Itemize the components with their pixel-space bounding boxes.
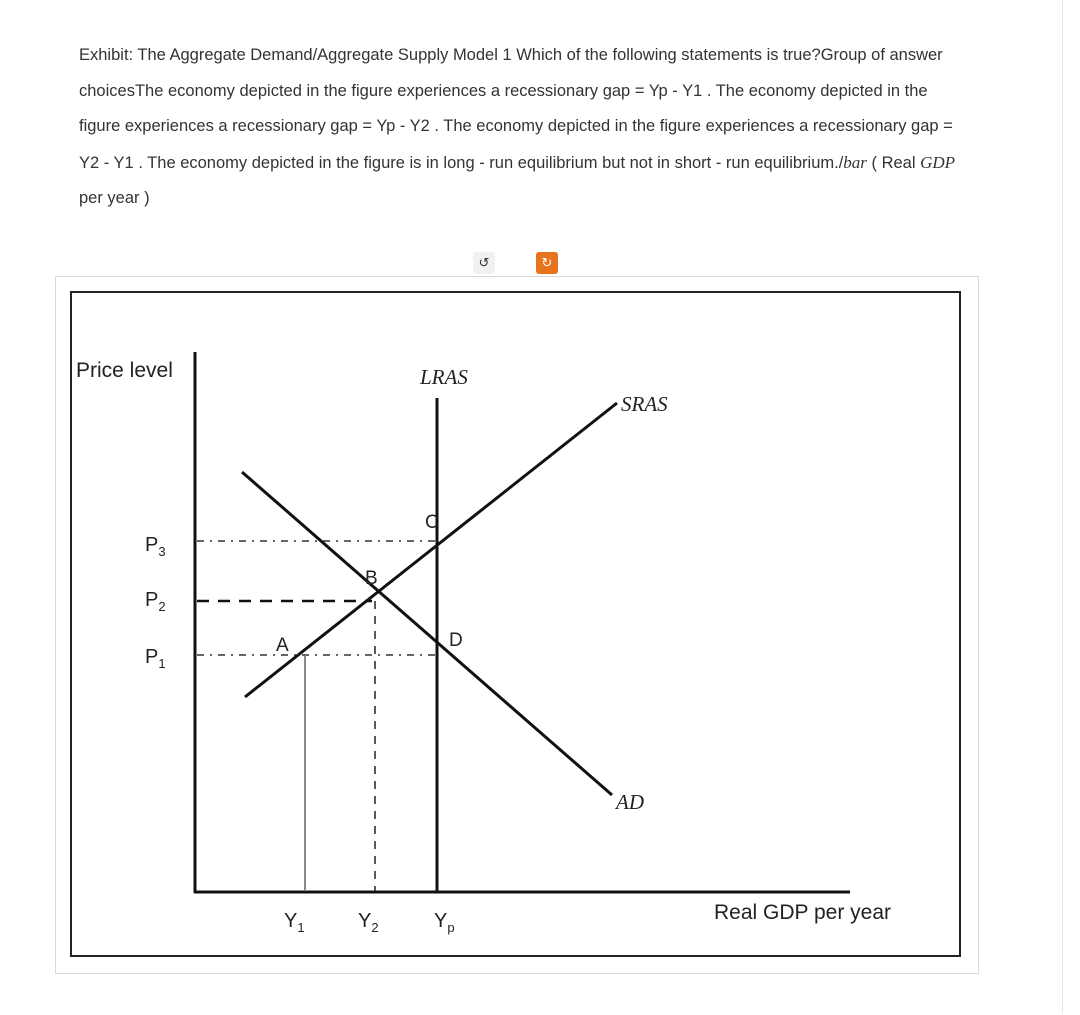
- point-d-label: D: [449, 630, 463, 651]
- rotate-left-icon[interactable]: ↺: [473, 252, 495, 274]
- sras-label: SRAS: [621, 392, 668, 416]
- yp-letter: Y: [434, 910, 448, 932]
- y1-letter: Y: [284, 910, 298, 932]
- p1-label: [145, 646, 166, 671]
- question-bar-text: bar: [843, 152, 867, 172]
- y1-subscript: 1: [297, 920, 305, 935]
- x-axis-label: Real GDP per year: [714, 901, 892, 924]
- question-gdp-text: GDP: [920, 152, 956, 172]
- point-b-label: B: [365, 568, 378, 589]
- question-line-4-mid: ( Real: [866, 153, 921, 172]
- question-line-1: Exhibit: The Aggregate Demand/Aggregate Supply Model 1 Which of the following statements is true?Group of answer: [79, 46, 943, 64]
- y-axis-label: Price level: [76, 359, 173, 382]
- p2-label: [145, 589, 166, 614]
- yp-label: [434, 910, 455, 935]
- ad-label: AD: [616, 790, 644, 814]
- yp-subscript: p: [447, 920, 455, 935]
- y2-subscript: 2: [371, 920, 379, 935]
- p3-letter: P: [145, 534, 159, 556]
- question-line-3: figure experiences a recessionary gap = Yp - Y2 . The economy depicted in the figure experiences a recessionary gap =: [79, 117, 953, 135]
- point-a-label: A: [276, 635, 289, 656]
- p1-letter: P: [145, 646, 159, 668]
- diagram-frame: [71, 292, 960, 956]
- y1-label: [284, 910, 305, 935]
- point-c-label: C: [425, 512, 439, 533]
- p2-subscript: 2: [158, 599, 166, 614]
- lras-label: LRAS: [420, 365, 468, 389]
- rotate-right-icon[interactable]: ↻: [536, 252, 558, 274]
- p1-subscript: 1: [158, 656, 166, 671]
- p2-letter: P: [145, 589, 159, 611]
- sras-curve: [245, 403, 617, 697]
- question-line-4-start: Y2 - Y1 . The economy depicted in the figure is in long - run equilibrium but not in short - run equilibrium./: [79, 153, 844, 172]
- p3-subscript: 3: [158, 544, 166, 559]
- y2-letter: Y: [358, 910, 372, 932]
- question-line-2: choicesThe economy depicted in the figure experiences a recessionary gap = Yp - Y1 . The economy depicted in the: [79, 81, 928, 100]
- p3-label: [145, 534, 166, 559]
- y2-label: [358, 910, 379, 935]
- question-line-5: per year ): [79, 189, 150, 207]
